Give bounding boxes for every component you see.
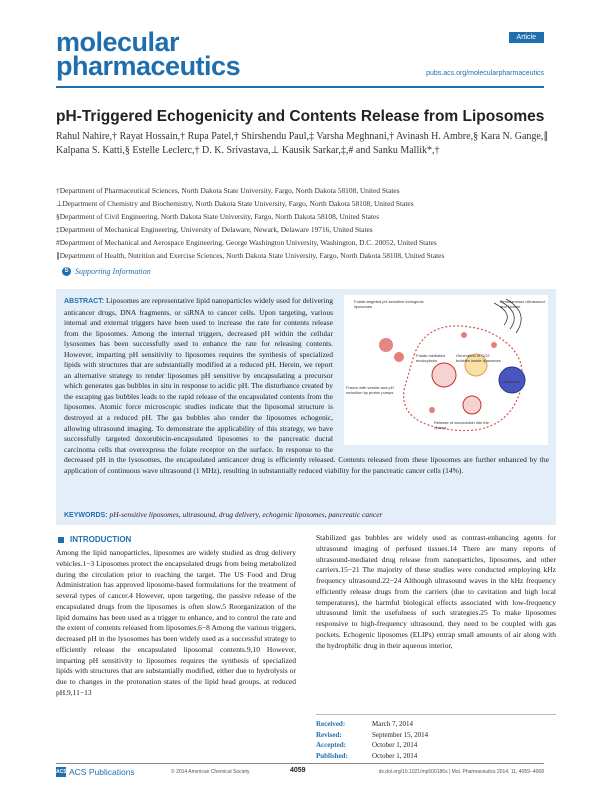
supporting-info-icon: S [62, 267, 71, 276]
acs-logo-label: ACS Publications [69, 767, 135, 777]
article-type-badge: Article [509, 32, 544, 43]
toc-caption: Simultaneous Ultrasound and Nodule [500, 299, 545, 309]
footer-divider [56, 763, 544, 764]
toc-graphic [344, 295, 548, 445]
page-number: 4059 [290, 767, 306, 774]
body-column-left: Among the lipid nanoparticles, liposomes are widely studied as drug delivery vehicles.1−3 Liposomes protect the encapsulated drugs from being metabolized during the circulation prior to reaching the target. The US Food and Drug Administration has approved liposome-based formulations for the treatment of several types of cancer.4 However, upon targeting, the passive release of the encapsulated drugs from the liposomes is often slow.5 Reorganization of the lipid domains has been used as a trigger to enhance, and to control the rate and the extent of contents released from liposomes.6−8 Among the various triggers, decreased pH in the lysosomes has been widely used as a successful strategy to efficiently release the encapsulated liposomal contents.9,10 However, imparting pH sensitivity to liposomes requires the synthesis of specialized lipids with structures that are substantially modified, either due to hydrolysis or due to changes in the protonation states of the lipid head groups, at reduced pH.9,11−13 [56, 548, 296, 697]
toc-caption: Folate-mediated endocytosis [416, 353, 445, 363]
body-column-right: Stabilized gas bubbles are widely used as contrast-enhancing agents for ultrasound imaging of perfused tissues.14 There are many reports of ultrasound-mediated drug release from nanoparticles, liposomes, and other carriers.15−21 The majority of these studies were conducted employing kHz frequency ultrasound.22−24 Although ultrasound waves in the kHz frequency efficiently release drugs from the carriers (due to cavitation and high local temperatures), the harmful biological effects associated with low-frequency ultrasound limit the usefulness of such strategies.25 To make liposomes responsive to high-frequency ultrasound, they need to be coupled with gas pockets. Echogenic liposomes (ELIPs) entrap small amounts of air along with the hydrophilic drug in their aqueous interior, [316, 533, 556, 650]
affiliation-item: §Department of Civil Engineering, North Dakota State University, Fargo, North Dakota 58108, United States [56, 212, 380, 221]
section-heading-label: INTRODUCTION [70, 535, 132, 544]
date-value: March 7, 2014 [372, 720, 414, 728]
section-heading-introduction [58, 535, 131, 544]
section-square-icon [58, 537, 64, 543]
acs-publications-logo[interactable] [56, 767, 135, 777]
abstract-label: ABSTRACT: [64, 298, 105, 305]
article-title: pH-Triggered Echogenicity and Contents Release from Liposomes [56, 108, 545, 125]
copyright-notice: © 2014 American Chemical Society [171, 769, 250, 775]
date-row [316, 751, 556, 762]
journal-name-line2: pharmaceutics [56, 51, 241, 82]
toc-caption: Folate-targeted pH-sensitive echogenic liposomes [354, 299, 424, 309]
date-label: Accepted: [316, 741, 346, 749]
date-row [316, 730, 556, 741]
affiliation-item: #Department of Mechanical and Aerospace Engineering, George Washington University, Washington, D.C. 20052, United States [56, 238, 437, 247]
affiliations [56, 184, 556, 262]
date-label: Received: [316, 720, 346, 728]
keywords-text: pH-sensitive liposomes, ultrasound, drug delivery, echogenic liposomes, pancreatic cancer [109, 510, 383, 519]
journal-name-line1: molecular [56, 27, 180, 57]
affiliation-item: ∥Department of Health, Nutrition and Exercise Sciences, North Dakota State University, Fargo, North Dakota 58108, United States [56, 251, 445, 260]
date-value: October 1, 2014 [372, 751, 418, 760]
toc-caption: Generation of CO2 bubbles inside liposomes [456, 353, 501, 363]
date-label: Published: [316, 751, 348, 760]
supporting-info-link[interactable] [62, 267, 151, 276]
affiliation-item: ⊥Department of Chemistry and Biochemistry, North Dakota State University, Fargo, North Dakota 58108, United States [56, 199, 414, 208]
keywords-label: KEYWORDS: [64, 512, 108, 519]
author-list: Rahul Nahire,† Rayat Hossain,† Rupa Patel,† Shirshendu Paul,‡ Varsha Meghnani,† Avinash H. Ambre,§ Kara N. Gange,∥ Kalpana S. Katti,§ Estelle Leclerc,† D. K. Srivastava,⊥ Kausik Sarkar,‡,# and Sanku Mallik*,† [56, 131, 549, 156]
date-value: September 15, 2014 [372, 730, 429, 739]
journal-logo [56, 27, 241, 82]
toc-caption: Fusion with vesicle and pH reduction by proton pumps [346, 385, 394, 395]
date-row [316, 740, 556, 751]
affiliation-item: ‡Department of Mechanical Engineering, University of Delaware, Newark, Delaware 19716, United States [56, 225, 373, 234]
affiliation-item: †Department of Pharmaceutical Sciences, North Dakota State University, Fargo, North Dakota 58108, United States [56, 186, 400, 195]
publication-dates [316, 714, 556, 761]
toc-caption: Lysosome [502, 379, 521, 384]
date-label: Revised: [316, 730, 342, 739]
journal-url-link[interactable]: pubs.acs.org/molecularpharmaceutics [426, 70, 544, 77]
supporting-info-label: Supporting Information [75, 267, 151, 276]
keywords [64, 510, 549, 519]
date-row [316, 719, 556, 730]
date-value: October 1, 2014 [372, 741, 418, 749]
header-divider [56, 86, 544, 88]
toc-caption: Release of doxorubicin into the cytosol [434, 420, 489, 430]
abstract-body: Liposomes are representative lipid nanoparticles widely used for delivering anticancer drugs, DNA fragments, or siRNA to cancer cells. Upon targeting, various internal and external triggers have been used to increase the rate for contents release from the liposomes. Among the internal triggers, decreased pH within the cellular lysosomes has been successfully used to enhance the rate for releasing contents. However, imparting pH sensitivity to liposomes requires the synthesis of specialized lipids with structures that are substantially modified at a reduced pH. Herein, we report an alternative strategy to render liposomes pH sensitive by encapsulating a precursor which generates gas bubbles in situ in response to acidic pH. The disturbance created by the escaping gas bubbles leads to the rapid release of the encapsulated contents from the liposomes. Atomic force microscopic studies indicate that the liposomal structure is destroyed at a reduced pH. The gas bubbles also render the liposomes echogenic, allowing ultrasound imaging. To demonstrate the applicability of this strategy, we have successfully targeted doxorubicin-encapsulated liposomes to the pancreatic ductal carcinoma cells that overexpress the folate receptor on the surface. In response to the decreased pH in the lysosomes, the encapsulated anticancer drug is efficiently released. Contents released from these liposomes are further enhanced by the application of continuous wave ultrasound (1 MHz), resulting in substantially reduced viability for the pancreatic cancer cells (14%). [64, 296, 549, 475]
doi-citation-link[interactable]: dx.doi.org/10.1021/mp500186s | Mol. Pharmaceutics 2014, 11, 4059−4068 [378, 769, 544, 775]
acs-logo-icon: ACS [56, 769, 67, 775]
